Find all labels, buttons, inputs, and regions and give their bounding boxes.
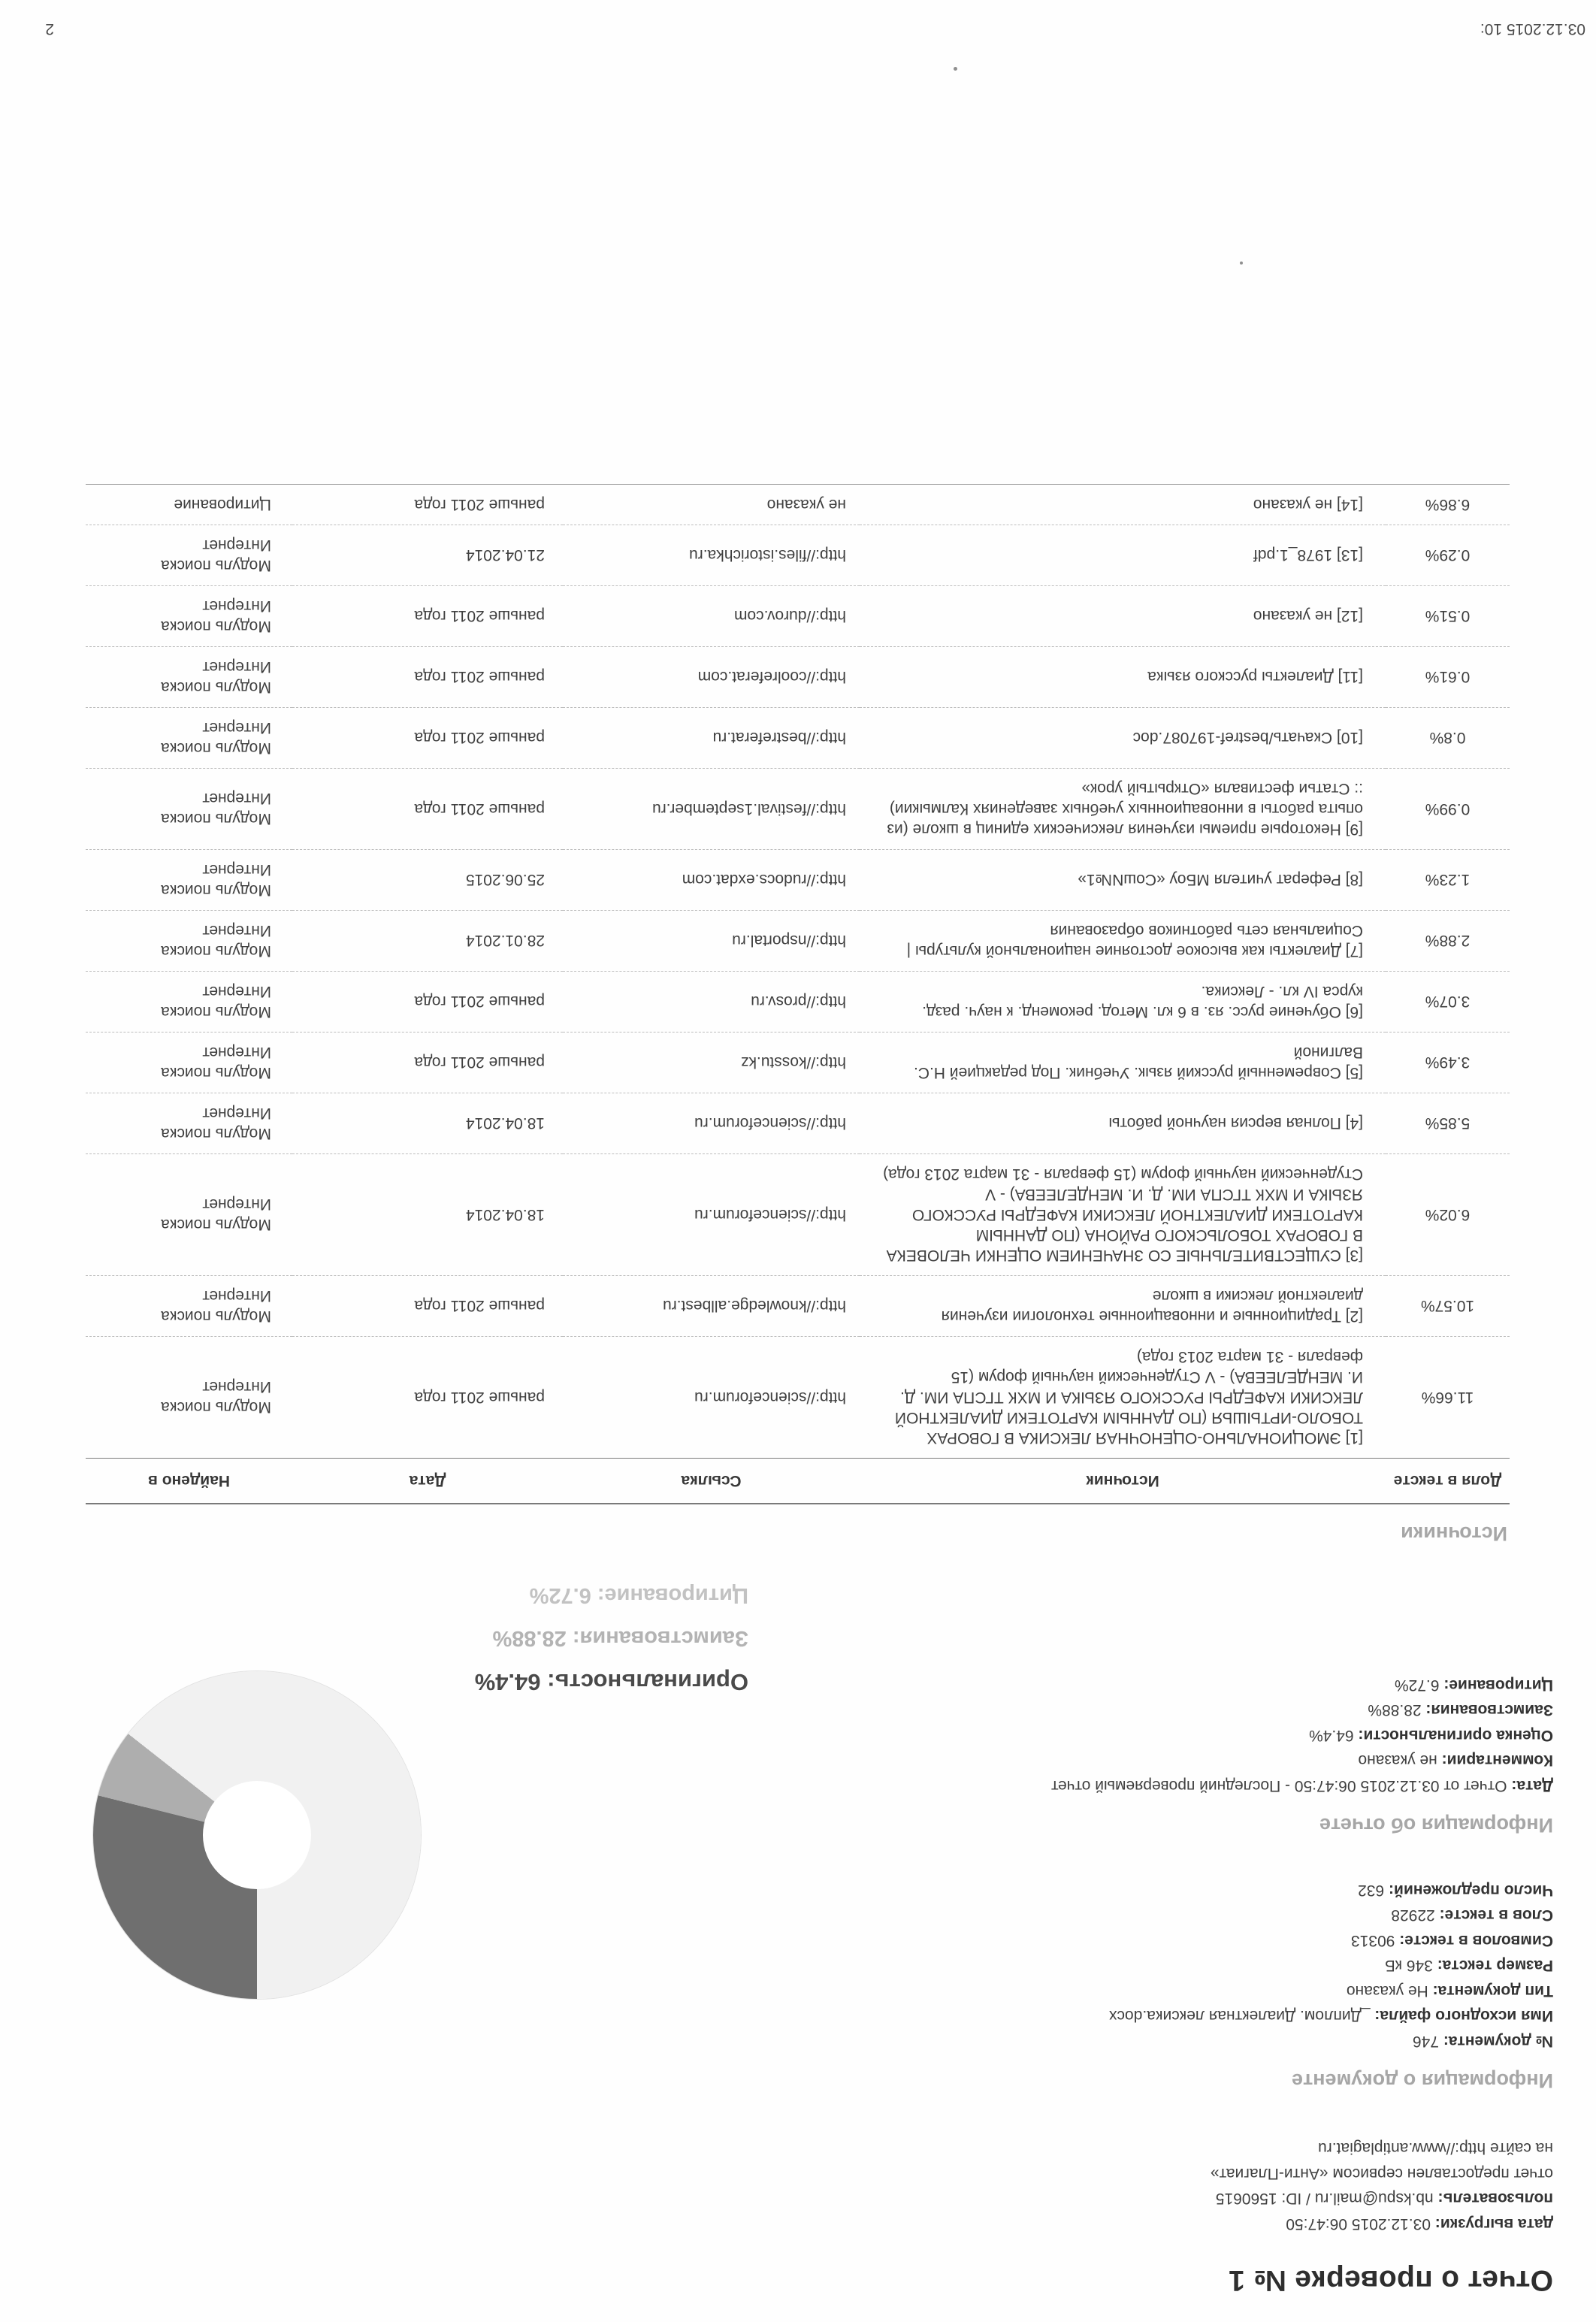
document-info-fields	[1109, 1878, 1553, 2054]
field-label: Число предложений:	[1389, 1882, 1553, 1899]
sources-table-body	[86, 485, 1510, 1459]
print-timestamp: 03.12.2015 10:	[1480, 20, 1585, 38]
share-cell: 6.02%	[1386, 1154, 1510, 1276]
field-value: Отчет от 03.12.2015 06:47:50 - Последний проверяемый отчет	[1051, 1777, 1507, 1794]
share-cell: 5.85%	[1386, 1093, 1510, 1154]
field-label: Оценка оригинальности:	[1358, 1727, 1553, 1744]
found-cell: Модуль поиска Интернет	[86, 850, 292, 911]
date-cell: раньше 2011 года	[292, 769, 563, 850]
field-value: 6.72%	[1394, 1676, 1440, 1694]
field-value: отчет предоставлен сервисом «Анти-Плагиат»	[1210, 2165, 1553, 2182]
found-cell: Модуль поиска Интернет	[86, 1337, 292, 1459]
field-label: Размер текста:	[1437, 1957, 1553, 1975]
share-cell: 0.29%	[1386, 525, 1510, 586]
found-cell: Модуль поиска Интернет	[86, 1276, 292, 1337]
info-field	[1109, 2003, 1553, 2029]
found-cell: Модуль поиска Интернет	[86, 972, 292, 1033]
report-info-heading: Информация об отчете	[1319, 1814, 1553, 1837]
source-row	[86, 769, 1510, 850]
source-row	[86, 586, 1510, 647]
source-cell: [2] Традиционные и инновационные технологии изучения диалектной лексики в школе	[860, 1276, 1386, 1337]
info-field	[1211, 2161, 1553, 2187]
found-cell: Модуль поиска Интернет	[86, 647, 292, 708]
field-label: Заимствования:	[1425, 1701, 1553, 1719]
link-cell: http://bestreferat.ru	[563, 708, 860, 769]
link-cell: http://scienceforum.ru	[563, 1154, 860, 1276]
source-cell: [11] Диалекты русского языка	[860, 647, 1386, 708]
share-cell: 1.23%	[1386, 850, 1510, 911]
field-value: на сайте http://www.antiplagiat.ru	[1318, 2139, 1553, 2157]
date-cell: раньше 2011 года	[292, 708, 563, 769]
link-cell: http://kosstu.kz	[563, 1033, 860, 1093]
field-value: 746	[1412, 2033, 1439, 2050]
col-header-share: Доля в тексте	[1386, 1459, 1510, 1504]
legend-item-borrowings: Заимствования: 28.88%	[492, 1626, 748, 1650]
sources-table-header	[86, 1459, 1510, 1504]
share-cell: 0.99%	[1386, 769, 1510, 850]
source-cell: [1] ЭМОЦИОНАЛЬНО-ОЦЕНОЧНАЯ ЛЕКСИКА В ГОВОРАХ ТОБОЛО-ИРТЫШЬЯ (ПО ДАННЫМ КАРТОТЕКИ ДИАЛЕКТНОЙ ЛЕКСИКИ КАФЕДРЫ РУССКОГО ЯЗЫКА И МХК ТГСПА ИМ. Д. И. МЕНДЕЛЕЕВА) - V Студенческий научный форум (15 февраля - 31 марта 2013 года)	[860, 1337, 1386, 1459]
link-cell: http://rudocs.exdat.com	[563, 850, 860, 911]
date-cell: раньше 2011 года	[292, 1337, 563, 1459]
link-cell: http://knowledge.allbest.ru	[563, 1276, 860, 1337]
source-row	[86, 1337, 1510, 1459]
source-row	[86, 1154, 1510, 1276]
link-cell: http://durov.com	[563, 586, 860, 647]
field-label: Тип документа:	[1432, 1982, 1553, 2000]
date-cell: раньше 2011 года	[292, 1033, 563, 1093]
header-row	[86, 1459, 1510, 1504]
link-cell: http://prosv.ru	[563, 972, 860, 1033]
document-info-heading: Информация о документе	[1291, 2070, 1553, 2092]
source-cell: [13] 1978_1.pdf	[860, 525, 1386, 586]
field-value: Не указано	[1346, 1982, 1428, 2000]
source-cell: [7] Диалекты как высокое достояние национальной культуры | Социальная сеть работников образования	[860, 911, 1386, 972]
source-cell: [12] не указано	[860, 586, 1386, 647]
info-field	[1051, 1723, 1553, 1749]
share-cell: 3.49%	[1386, 1033, 1510, 1093]
date-cell: 21.04.2014	[292, 525, 563, 586]
field-value: nb.kspu@mail.ru / ID: 1560615	[1215, 2190, 1434, 2208]
found-cell: Модуль поиска Интернет	[86, 1093, 292, 1154]
date-cell: 18.04.2014	[292, 1154, 563, 1276]
found-cell: Модуль поиска Интернет	[86, 586, 292, 647]
info-field	[1211, 2136, 1553, 2161]
field-value: 632	[1358, 1882, 1385, 1899]
report-info-section	[1051, 1673, 1553, 1837]
col-header-found: Найдено в	[86, 1459, 292, 1504]
source-cell: [10] Скачать/bestref-197087.doc	[860, 708, 1386, 769]
link-cell: http://coolreferat.com	[563, 647, 860, 708]
source-cell: [14] не указано	[860, 485, 1386, 525]
field-label: дата выгрузки:	[1434, 2215, 1553, 2233]
date-cell: раньше 2011 года	[292, 647, 563, 708]
source-row	[86, 647, 1510, 708]
share-cell: 3.07%	[1386, 972, 1510, 1033]
found-cell: Цитирование	[86, 485, 292, 525]
field-value: 22928	[1391, 1906, 1435, 1924]
share-cell: 0.8%	[1386, 708, 1510, 769]
source-row	[86, 1276, 1510, 1337]
report-meta	[1211, 2136, 1553, 2236]
field-label: № документа:	[1443, 2033, 1553, 2050]
share-cell: 10.57%	[1386, 1276, 1510, 1337]
source-cell: [3] СУЩЕСТВИТЕЛЬНЫЕ СО ЗНАЧЕНИЕМ ОЦЕНКИ ЧЕЛОВЕКА В ГОВОРАХ ТОБОЛЬСКОГО РАЙОНА (ПО ДАННЫМ КАРТОТЕКИ ДИАЛЕКТНОЙ ЛЕКСИКИ КАФЕДРЫ РУССКОГО ЯЗЫКА И МХК ТГСПА ИМ. Д. И. МЕНДЕЛЕЕВА) - V Студенческий научный форум (15 февраля - 31 марта 2013 года)	[860, 1154, 1386, 1276]
share-cell: 0.51%	[1386, 586, 1510, 647]
date-cell: раньше 2011 года	[292, 972, 563, 1033]
source-row	[86, 485, 1510, 525]
legend-item-originality: Оригинальность: 64.4%	[474, 1669, 748, 1695]
field-value: 64.4%	[1309, 1727, 1354, 1744]
field-label: Цитирование:	[1443, 1676, 1553, 1694]
source-row	[86, 708, 1510, 769]
info-field	[1109, 2029, 1553, 2054]
field-label: пользователь:	[1437, 2190, 1553, 2208]
info-field	[1109, 1979, 1553, 2004]
source-row	[86, 850, 1510, 911]
found-cell: Модуль поиска Интернет	[86, 1033, 292, 1093]
link-cell: http://files.istorichka.ru	[563, 525, 860, 586]
link-cell: не указано	[563, 485, 860, 525]
sources-heading: Источники	[1401, 1522, 1507, 1545]
link-cell: http://nsportal.ru	[563, 911, 860, 972]
originality-donut-chart	[93, 1671, 421, 1999]
print-page-number: 2	[45, 20, 54, 38]
chart-legend	[475, 1565, 748, 1695]
date-cell: 25.06.2015	[292, 850, 563, 911]
field-label: Комментарии:	[1441, 1752, 1553, 1770]
field-value: 90313	[1350, 1932, 1395, 1949]
share-cell: 0.61%	[1386, 647, 1510, 708]
info-field	[1211, 2186, 1553, 2212]
field-value: _Диплом. Диалектная лексика.docx	[1108, 2007, 1371, 2025]
report-title: Отчет о проверке № 1	[1228, 2264, 1553, 2296]
found-cell: Модуль поиска Интернет	[86, 769, 292, 850]
field-value: 28.88%	[1368, 1701, 1422, 1719]
info-field	[1109, 1878, 1553, 1903]
link-cell: http://festival.1september.ru	[563, 769, 860, 850]
found-cell: Модуль поиска Интернет	[86, 911, 292, 972]
source-cell: [6] Обучение русс. яз. в 6 кл. Метод. рекоменд. к науч. разд. курса IV кл. - Лексика.	[860, 972, 1386, 1033]
source-row	[86, 1093, 1510, 1154]
col-header-link: Ссылка	[563, 1459, 860, 1504]
scan-speck	[954, 67, 957, 71]
info-field	[1051, 1698, 1553, 1723]
scan-speck	[1240, 262, 1243, 265]
source-row	[86, 972, 1510, 1033]
field-label: Символов в тексте:	[1399, 1932, 1553, 1949]
report-info-fields	[1051, 1673, 1553, 1799]
col-header-date: Дата	[292, 1459, 563, 1504]
date-cell: 28.01.2014	[292, 911, 563, 972]
source-cell: [9] Некоторые приемы изучения лексических единиц в школе (из опыта работы в инновационных учебных заведениях Калмыкии) :: Статьи фестиваля «Открытый урок»	[860, 769, 1386, 850]
source-cell: [5] Современный русский язык. Учебник. Под редакцией Н.С. Валгиной	[860, 1033, 1386, 1093]
field-label: Слов в тексте:	[1439, 1906, 1553, 1924]
date-cell: раньше 2011 года	[292, 485, 563, 525]
field-label: Дата:	[1511, 1777, 1553, 1794]
date-cell: 18.04.2014	[292, 1093, 563, 1154]
info-field	[1109, 1903, 1553, 1928]
share-cell: 6.86%	[1386, 485, 1510, 525]
source-cell: [4] Полная версия научной работы	[860, 1093, 1386, 1154]
document-info-section	[1109, 1878, 1553, 2093]
share-cell: 11.66%	[1386, 1337, 1510, 1459]
info-field	[1109, 1953, 1553, 1979]
info-field	[1051, 1773, 1553, 1799]
field-label: Имя исходного файла:	[1374, 2007, 1553, 2025]
found-cell: Модуль поиска Интернет	[86, 708, 292, 769]
col-header-source: Источник	[860, 1459, 1386, 1504]
link-cell: http://scienceforum.ru	[563, 1337, 860, 1459]
info-field	[1109, 1928, 1553, 1954]
share-cell: 2.88%	[1386, 911, 1510, 972]
info-field	[1211, 2212, 1553, 2237]
legend-item-citations: Цитирование: 6.72%	[529, 1583, 748, 1607]
field-value: 03.12.2015 06:47:50	[1286, 2215, 1431, 2233]
source-cell: [8] Реферат учителя МБоу «СошN№1»	[860, 850, 1386, 911]
donut-hole	[203, 1781, 311, 1889]
found-cell: Модуль поиска Интернет	[86, 525, 292, 586]
link-cell: http://scienceforum.ru	[563, 1093, 860, 1154]
info-field	[1051, 1748, 1553, 1773]
sources-table	[86, 484, 1510, 1504]
info-field	[1051, 1673, 1553, 1698]
field-value: не указано	[1358, 1752, 1437, 1770]
field-value: 346 кБ	[1385, 1957, 1433, 1975]
found-cell: Модуль поиска Интернет	[86, 1154, 292, 1276]
date-cell: раньше 2011 года	[292, 1276, 563, 1337]
source-row	[86, 911, 1510, 972]
date-cell: раньше 2011 года	[292, 586, 563, 647]
source-row	[86, 1033, 1510, 1093]
source-row	[86, 525, 1510, 586]
